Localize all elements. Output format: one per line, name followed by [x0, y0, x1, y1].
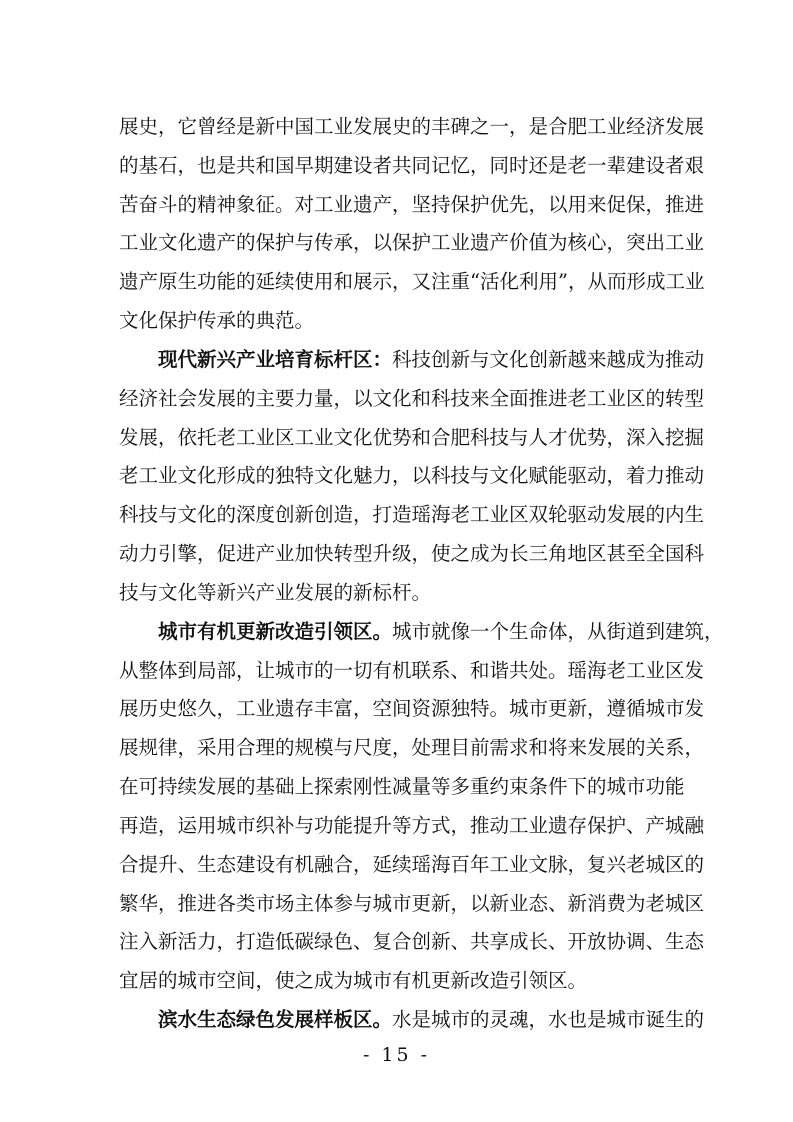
- paragraph-4-line-1: [158, 1000, 705, 1040]
- paragraph-3-line-5: 在可持续发展的基础上探索刚性减量等多重约束条件下的城市功能: [119, 775, 685, 798]
- paragraph-3-line-6: 再造，运用城市织补与功能提升等方式，推动工业遗存保护、产城融: [119, 814, 705, 837]
- paragraph-3-line-8: 繁华，推进各类市场主体参与城市更新，以新业态、新消费为老城区: [119, 892, 705, 915]
- paragraph-2-line-6: 动力引擎，促进产业加快转型升级，使之成为长三角地区甚至全国科: [119, 542, 705, 565]
- paragraph-2-line-1: [158, 340, 705, 380]
- section-heading-industry-benchmark: 现代新兴产业培育标杆区：: [158, 348, 393, 371]
- section-heading-waterfront-ecology: 滨水生态绿色发展样板区。: [158, 1008, 393, 1031]
- paragraph-3-line-10: 宜居的城市空间，使之成为城市有机更新改造引领区。: [119, 969, 588, 992]
- paragraph-3-line-1: [158, 612, 724, 652]
- paragraph-3-first-line-text: 城市就像一个生命体，从街道到建筑，: [392, 620, 724, 643]
- paragraph-4-first-line-text: 水是城市的灵魂，水也是城市诞生的: [392, 1008, 705, 1031]
- paragraph-2-line-4: 老工业文化形成的独特文化魅力，以科技与文化赋能驱动，着力推动: [119, 464, 705, 487]
- paragraph-2-line-5: 科技与文化的深度创新创造，打造瑶海老工业区双轮驱动发展的内生: [119, 503, 705, 526]
- section-heading-urban-renewal: 城市有机更新改造引领区。: [158, 620, 393, 643]
- paragraph-3-line-4: 展规律，采用合理的规模与尺度，处理目前需求和将来发展的关系，: [119, 736, 705, 759]
- paragraph-1-line-1: 展史，它曾经是新中国工业发展史的丰碑之一，是合肥工业经济发展: [119, 115, 705, 138]
- paragraph-1-line-6: 文化保护传承的典范。: [119, 309, 315, 332]
- paragraph-2-line-7: 技与文化等新兴产业发展的新标杆。: [119, 581, 432, 604]
- paragraph-2-line-2: 经济社会发展的主要力量，以文化和科技来全面推进老工业区的转型: [119, 387, 705, 410]
- paragraph-2-first-line-text: 科技创新与文化创新越来越成为推动: [392, 348, 705, 371]
- paragraph-1-line-4: 工业文化遗产的保护与传承，以保护工业遗产价值为核心，突出工业: [119, 231, 705, 254]
- paragraph-3-line-3: 展历史悠久，工业遗存丰富，空间资源独特。城市更新，遵循城市发: [119, 697, 705, 720]
- paragraph-2-line-3: 发展，依托老工业区工业文化优势和合肥科技与人才优势，深入挖掘: [119, 426, 705, 449]
- paragraph-1-line-5: 遗产原生功能的延续使用和展示，又注重“活化利用”，从而形成工业: [119, 270, 705, 293]
- paragraph-3-line-9: 注入新活力，打造低碳绿色、复合创新、共享成长、开放协调、生态: [119, 930, 705, 953]
- paragraph-1-line-3: 苦奋斗的精神象征。对工业遗产，坚持保护优先，以用来促保，推进: [119, 193, 705, 216]
- paragraph-1-line-2: 的基石，也是共和国早期建设者共同记忆，同时还是老一辈建设者艰: [119, 154, 705, 177]
- paragraph-3-line-7: 合提升、生态建设有机融合，延续瑶海百年工业文脉，复兴老城区的: [119, 853, 705, 876]
- paragraph-3-line-2: 从整体到局部，让城市的一切有机联系、和谐共处。瑶海老工业区发: [119, 659, 705, 682]
- page-number: - 15 -: [362, 1044, 431, 1066]
